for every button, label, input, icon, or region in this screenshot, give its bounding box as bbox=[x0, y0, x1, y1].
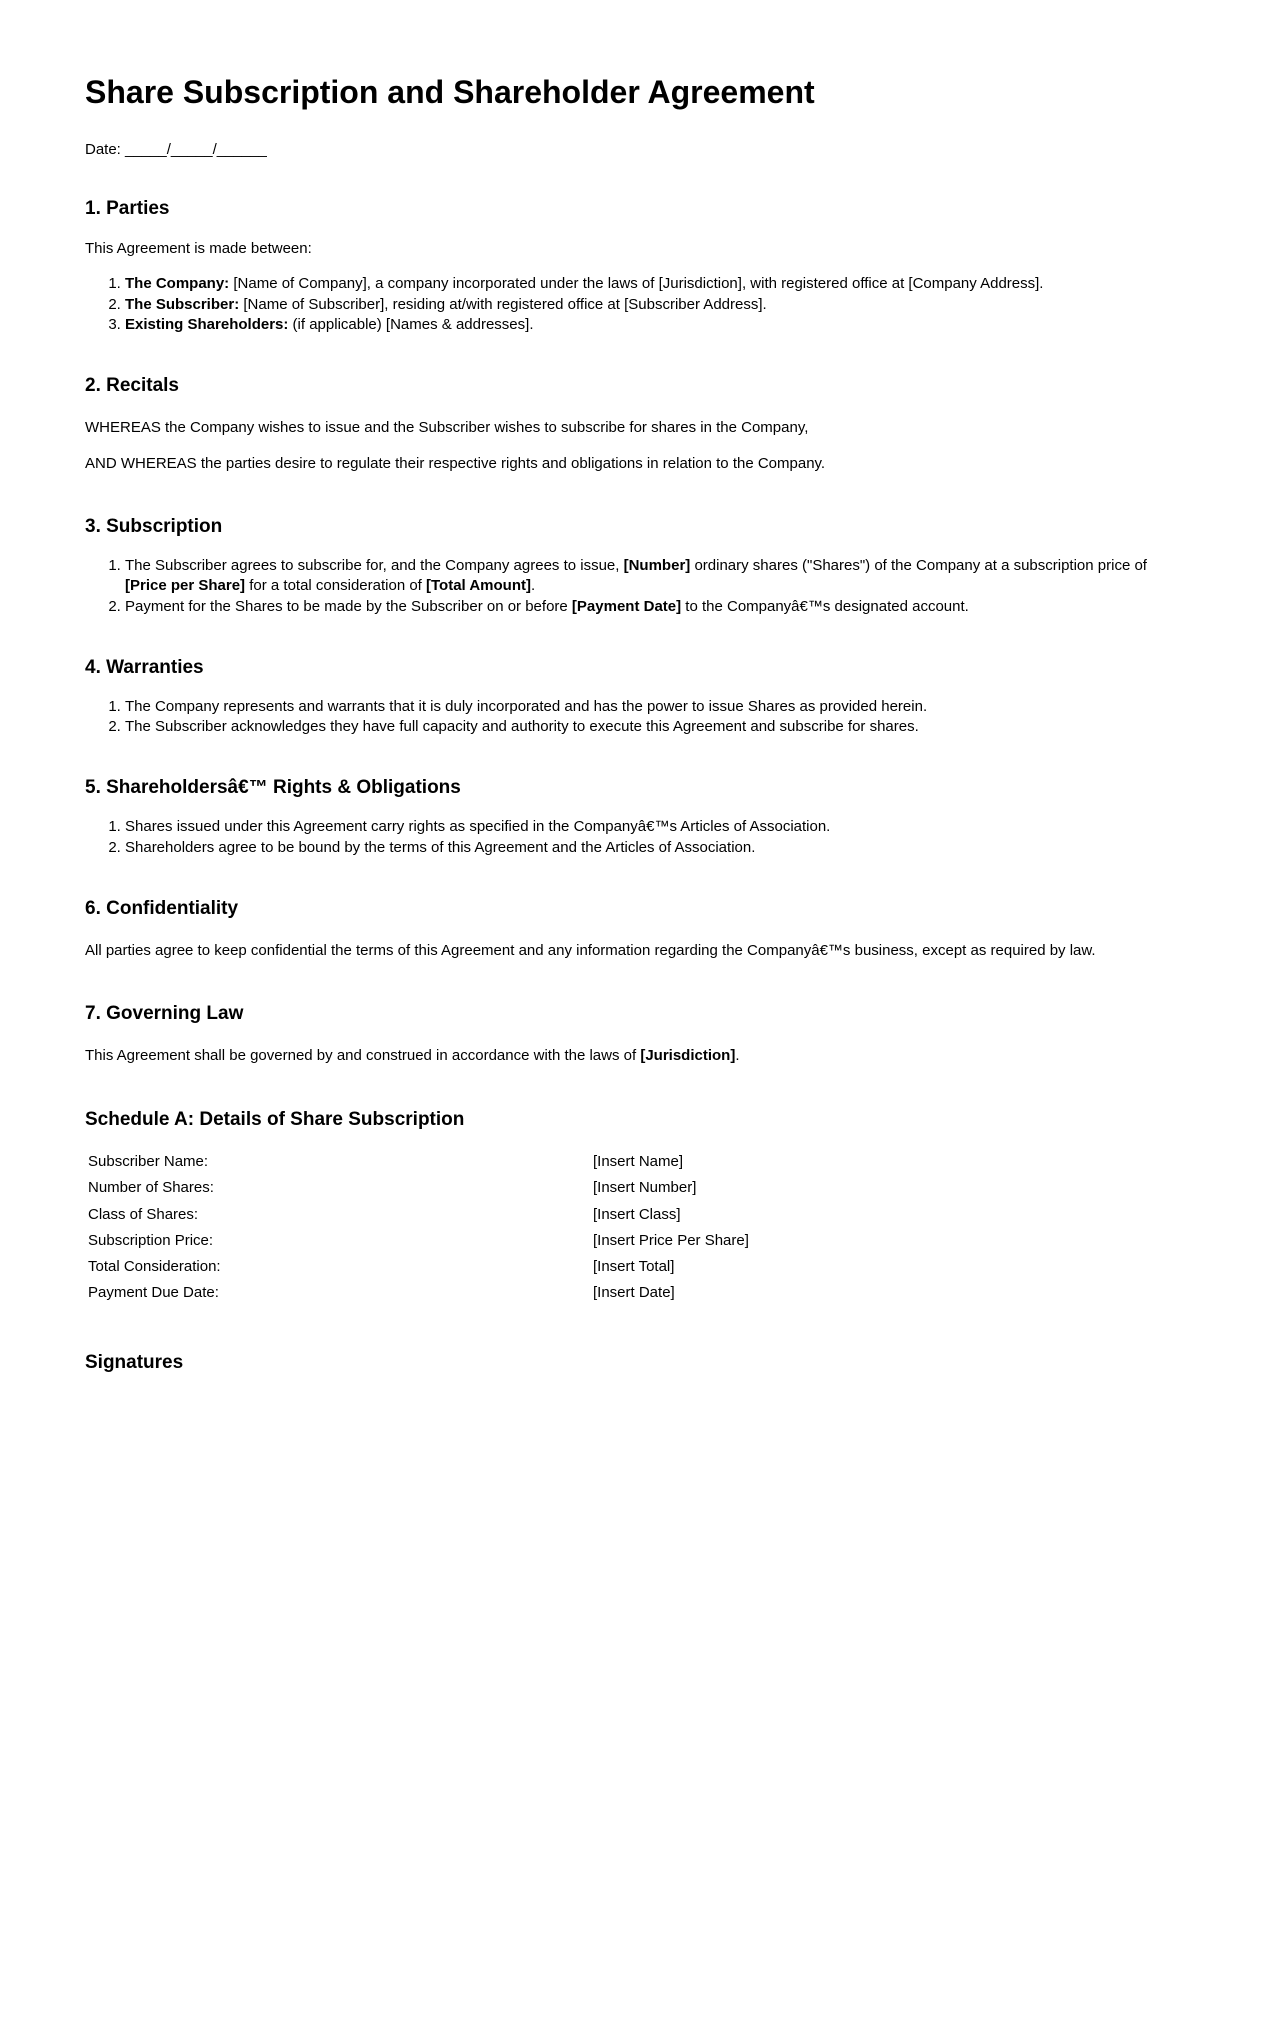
schedule-value: [Insert Price Per Share] bbox=[593, 1231, 749, 1249]
section-heading-recitals: 2. Recitals bbox=[85, 375, 179, 397]
section-heading-governing-law: 7. Governing Law bbox=[85, 1003, 244, 1025]
list-item: 2. The Subscriber acknowledges they have full capacity and authority to execute this Agreement and subscribe for shares. bbox=[125, 717, 1158, 737]
parties-intro: This Agreement is made between: bbox=[85, 240, 312, 257]
schedule-row bbox=[85, 1175, 1158, 1201]
schedule-row bbox=[85, 1201, 1158, 1227]
list-item: 1. The Company: [Name of Company], a company incorporated under the laws of [Jurisdiction], with registered office at [Company Address]. bbox=[125, 274, 1158, 294]
section-heading-confidentiality: 6. Confidentiality bbox=[85, 897, 239, 919]
recitals-paragraph: WHEREAS the Company wishes to issue and the Subscriber wishes to subscribe for shares in the Company, bbox=[85, 419, 809, 437]
schedule-label: Class of Shares: bbox=[88, 1205, 199, 1223]
schedule-value: [Insert Date] bbox=[593, 1284, 675, 1302]
list-item: 2. Shareholders agree to be bound by the terms of this Agreement and the Articles of Association. bbox=[125, 838, 1158, 858]
date-line: Date: _____/_____/______ bbox=[85, 141, 267, 158]
schedule-heading: Schedule A: Details of Share Subscription bbox=[85, 1108, 465, 1130]
list-item: 1. The Subscriber agrees to subscribe for, and the Company agrees to issue, [Number] ordinary shares ("Shares") of the Company at a subscription price of [Price per Share] for a total consideration of [Total Amount]. bbox=[125, 556, 1158, 596]
page-title: Share Subscription and Shareholder Agreement bbox=[85, 74, 815, 110]
list-item: 2. The Subscriber: [Name of Subscriber], residing at/with registered office at [Subscriber Address]. bbox=[125, 295, 1158, 315]
signatures-heading: Signatures bbox=[85, 1351, 184, 1373]
schedule-label: Payment Due Date: bbox=[88, 1284, 219, 1302]
schedule-value: [Insert Total] bbox=[593, 1257, 675, 1275]
warranties-list bbox=[85, 697, 1158, 738]
section-heading-subscription: 3. Subscription bbox=[85, 516, 223, 538]
section-heading-parties: 1. Parties bbox=[85, 198, 170, 219]
schedule-row bbox=[85, 1149, 1158, 1175]
list-item: 2. Payment for the Shares to be made by the Subscriber on or before [Payment Date] to the Companyâ€™s designated account. bbox=[125, 597, 1158, 617]
schedule-value: [Insert Number] bbox=[593, 1179, 697, 1197]
list-item: 1. Shares issued under this Agreement carry rights as specified in the Companyâ€™s Articles of Association. bbox=[125, 817, 1158, 837]
schedule-value: [Insert Class] bbox=[593, 1205, 681, 1223]
list-item: 3. Existing Shareholders: (if applicable) [Names & addresses]. bbox=[125, 315, 1158, 335]
schedule-value: [Insert Name] bbox=[593, 1153, 684, 1171]
schedule-row bbox=[85, 1227, 1158, 1253]
section-heading-shareholders: 5. Shareholdersâ€™ Rights & Obligations bbox=[85, 777, 461, 799]
governing-law-paragraph: This Agreement shall be governed by and construed in accordance with the laws of [Jurisdiction]. bbox=[85, 1047, 740, 1065]
section-heading-warranties: 4. Warranties bbox=[85, 656, 204, 678]
parties-list bbox=[85, 274, 1158, 335]
schedule-label: Subscription Price: bbox=[88, 1231, 214, 1249]
subscription-list bbox=[85, 556, 1158, 616]
schedule-label: Number of Shares: bbox=[88, 1179, 214, 1197]
schedule-table bbox=[85, 1149, 1158, 1306]
schedule-row bbox=[85, 1253, 1158, 1279]
shareholders-list bbox=[85, 817, 1158, 858]
schedule-row bbox=[85, 1280, 1158, 1306]
schedule-label: Total Consideration: bbox=[88, 1257, 221, 1275]
recitals-paragraph: AND WHEREAS the parties desire to regulate their respective rights and obligations in relation to the Company. bbox=[85, 454, 826, 472]
schedule-label: Subscriber Name: bbox=[88, 1153, 209, 1171]
confidentiality-paragraph: All parties agree to keep confidential the terms of this Agreement and any information regarding the Companyâ€™s business, except as required by law. bbox=[85, 941, 1096, 959]
list-item: 1. The Company represents and warrants that it is duly incorporated and has the power to issue Shares as provided herein. bbox=[125, 697, 1158, 717]
